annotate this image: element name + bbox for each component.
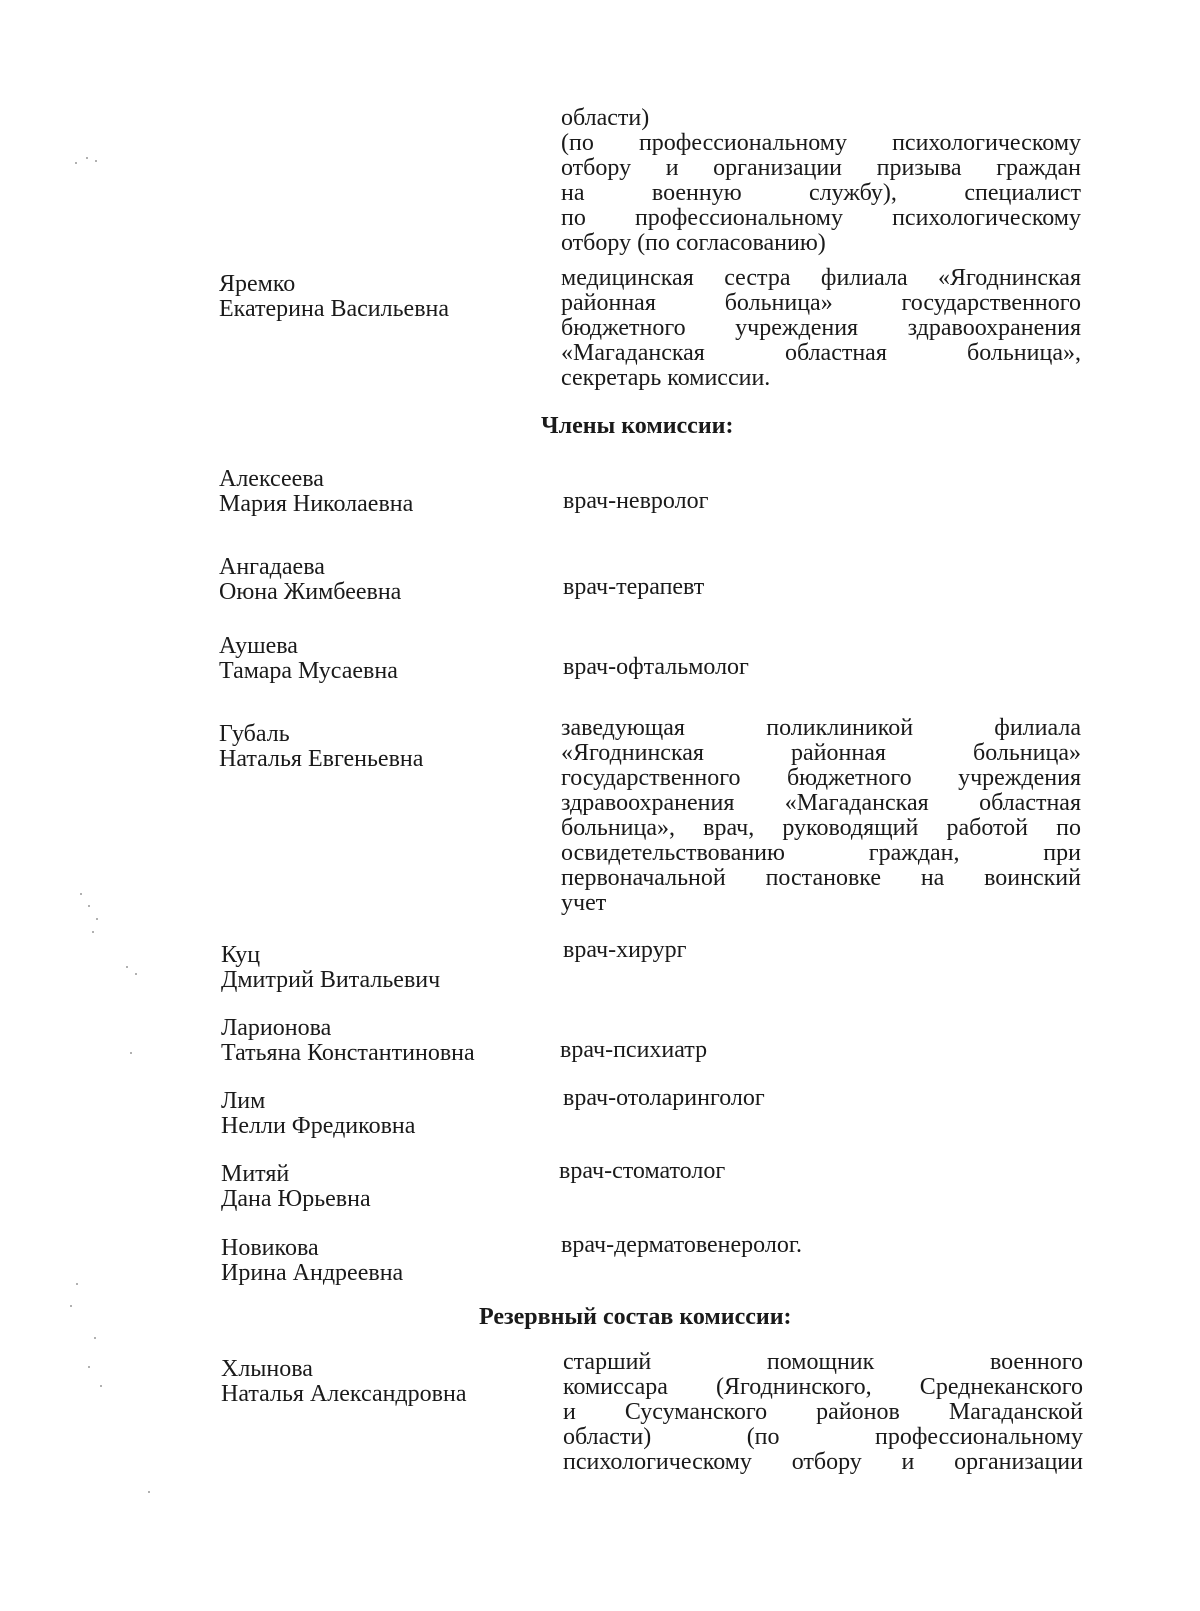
text-line: «Магаданская областная больница», <box>561 340 1081 366</box>
given-names: Дмитрий Витальевич <box>221 967 441 993</box>
scan-speck <box>95 160 97 162</box>
text-line: медицинская сестра филиала «Ягоднинская <box>561 265 1081 291</box>
text-line: психологическому отбору и организации <box>563 1449 1083 1475</box>
member-role: врач-отоларинголог <box>563 1085 765 1111</box>
member-role: врач-хирург <box>563 937 687 963</box>
surname: Ангадаева <box>219 554 325 580</box>
scan-speck <box>130 1052 132 1054</box>
member-name <box>221 1089 415 1139</box>
given-names: Мария Николаевна <box>219 491 414 517</box>
scan-speck <box>135 973 137 975</box>
text-line: на военную службу), специалист <box>561 180 1081 206</box>
text-line: здравоохранения «Магаданская областная <box>561 790 1081 816</box>
surname: Аушева <box>219 633 298 659</box>
surname: Куц <box>221 942 261 968</box>
surname: Лим <box>221 1088 266 1114</box>
text-line: освидетельствованию граждан, при <box>561 840 1081 866</box>
surname: Алексеева <box>219 466 324 492</box>
text-line: (по профессиональному психологическому <box>561 130 1081 156</box>
text-line: отбору и организации призыва граждан <box>561 155 1081 181</box>
member-role: врач-офтальмолог <box>563 654 749 680</box>
text-line: больница», врач, руководящий работой по <box>561 815 1081 841</box>
text-line: районная больница» государственного <box>561 290 1081 316</box>
surname: Хлынова <box>221 1356 313 1382</box>
text-line: учет <box>561 890 607 916</box>
scan-speck <box>86 157 88 159</box>
reserve-member-role <box>563 1350 1083 1475</box>
member-role: врач-дерматовенеролог. <box>561 1232 802 1258</box>
top-continuation <box>561 106 1081 256</box>
surname: Ларионова <box>221 1015 332 1041</box>
scan-speck <box>148 1491 150 1493</box>
given-names: Дана Юрьевна <box>221 1186 371 1212</box>
text-line: старший помощник военного <box>563 1349 1083 1375</box>
scan-speck <box>92 931 94 933</box>
text-line: секретарь комиссии. <box>561 365 771 391</box>
given-names: Нелли Фредиковна <box>221 1113 416 1139</box>
text-line: заведующая поликлиникой филиала <box>561 715 1081 741</box>
given-names: Татьяна Константиновна <box>221 1040 475 1066</box>
member-role: врач-невролог <box>563 488 709 514</box>
scan-speck <box>100 1385 102 1387</box>
text-line: и Сусуманского районов Магаданской <box>563 1399 1083 1425</box>
reserve-heading: Резервный состав комиссии: <box>479 1304 792 1330</box>
given-names: Наталья Александровна <box>221 1381 467 1407</box>
member-name <box>219 467 413 517</box>
scan-speck <box>80 893 82 895</box>
surname: Губаль <box>219 721 290 747</box>
secretary-name <box>219 272 449 322</box>
scan-speck <box>70 1305 72 1307</box>
member-name <box>221 1162 371 1212</box>
surname: Митяй <box>221 1161 290 1187</box>
scan-speck <box>76 1283 78 1285</box>
member-name <box>221 1016 475 1066</box>
member-role: врач-стоматолог <box>559 1158 726 1184</box>
member-name <box>219 555 401 605</box>
scan-speck <box>96 918 98 920</box>
text-line: государственного бюджетного учреждения <box>561 765 1081 791</box>
given-names: Оюна Жимбеевна <box>219 579 402 605</box>
given-names: Тамара Мусаевна <box>219 658 398 684</box>
given-names: Екатерина Васильевна <box>219 296 450 322</box>
surname: Новикова <box>221 1235 319 1261</box>
scan-speck <box>75 162 77 164</box>
text-line: по профессиональному психологическому <box>561 205 1081 231</box>
text-line: «Ягоднинская районная больница» <box>561 740 1081 766</box>
member-role: врач-психиатр <box>560 1037 708 1063</box>
text-line: области) <box>561 105 650 131</box>
secretary-role <box>561 266 1081 391</box>
member-name <box>219 634 398 684</box>
scan-speck <box>88 1366 90 1368</box>
member-role: врач-терапевт <box>563 574 705 600</box>
scan-speck <box>94 1337 96 1339</box>
member-name <box>219 722 423 772</box>
text-line: первоначальной постановке на воинский <box>561 865 1081 891</box>
members-heading: Члены комиссии: <box>541 413 734 439</box>
member-name <box>221 1236 403 1286</box>
text-line: отбору (по согласованию) <box>561 230 826 256</box>
member-name <box>221 943 440 993</box>
scan-speck <box>88 905 90 907</box>
given-names: Наталья Евгеньевна <box>219 746 424 772</box>
reserve-member-name <box>221 1357 466 1407</box>
text-line: комиссара (Ягоднинского, Среднеканского <box>563 1374 1083 1400</box>
member-role <box>561 716 1081 916</box>
text-line: области) (по профессиональному <box>563 1424 1083 1450</box>
scan-speck <box>126 966 128 968</box>
given-names: Ирина Андреевна <box>221 1260 404 1286</box>
surname: Яремко <box>219 271 296 297</box>
text-line: бюджетного учреждения здравоохранения <box>561 315 1081 341</box>
